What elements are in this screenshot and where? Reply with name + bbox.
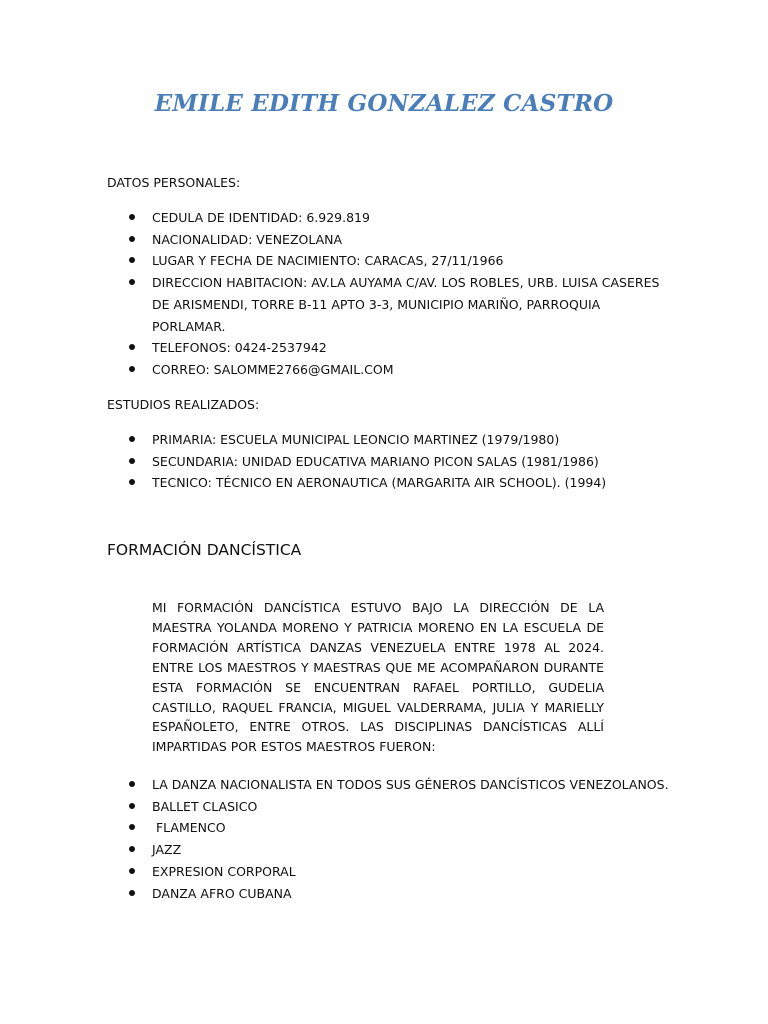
list-item: EXPRESION CORPORAL (107, 861, 707, 883)
bullet-icon (129, 344, 135, 350)
bullet-icon (129, 846, 135, 852)
list-item: LUGAR Y FECHA DE NACIMIENTO: CARACAS, 27/11/1966 (107, 250, 667, 272)
bullet-icon (129, 781, 135, 787)
list-item: JAZZ (107, 839, 707, 861)
list-item: PRIMARIA: ESCUELA MUNICIPAL LEONCIO MARTINEZ (1979/1980) (107, 429, 667, 451)
bullet-icon (129, 279, 135, 285)
list-item: CORREO: SALOMME2766@GMAIL.COM (107, 359, 667, 381)
bullet-icon (129, 458, 135, 464)
list-item: TECNICO: TÉCNICO EN AERONAUTICA (MARGARITA AIR SCHOOL). (1994) (107, 472, 667, 494)
dance-section-heading: FORMACIÓN DANCÍSTICA (107, 541, 302, 559)
document-title: EMILE EDITH GONZALEZ CASTRO (154, 90, 614, 117)
bullet-icon (129, 436, 135, 442)
dance-paragraph: MI FORMACIÓN DANCÍSTICA ESTUVO BAJO LA DIRECCIÓN DE LA MAESTRA YOLANDA MORENO Y PATRICIA MORENO EN LA ESCUELA DE FORMACIÓN ARTÍSTICA DANZAS VENEZUELA ENTRE 1978 AL 2024. ENTRE LOS MAESTROS Y MAESTRAS QUE ME ACOMPAÑARON DURANTE ESTA FORMACIÓN SE ENCUENTRAN RAFAEL PORTILLO, GUDELIA CASTILLO, RAQUEL FRANCIA, MIGUEL VALDERRAMA, JULIA Y MARIELLY ESPAÑOLETO, ENTRE OTROS. LAS DISCIPLINAS DANCÍSTICAS ALLÍ IMPARTIDAS POR ESTOS MAESTROS FUERON: (152, 600, 604, 755)
bullet-icon (129, 803, 135, 809)
bullet-icon (129, 236, 135, 242)
bullet-icon (129, 824, 135, 830)
studies-label: ESTUDIOS REALIZADOS: (107, 397, 260, 412)
bullet-icon (129, 868, 135, 874)
list-item: DANZA AFRO CUBANA (107, 883, 707, 905)
list-item: NACIONALIDAD: VENEZOLANA (107, 229, 667, 251)
list-item: LA DANZA NACIONALISTA EN TODOS SUS GÉNEROS DANCÍSTICOS VENEZOLANOS. (107, 774, 707, 796)
list-item: FLAMENCO (107, 817, 707, 839)
bullet-icon (129, 890, 135, 896)
studies-list (107, 429, 667, 494)
list-item: DIRECCION HABITACION: AV.LA AUYAMA C/AV. LOS ROBLES, URB. LUISA CASERES DE ARISMENDI, TORRE B-11 APTO 3-3, MUNICIPIO MARIÑO, PARROQUIA PORLAMAR. (107, 272, 667, 337)
personal-data-list (107, 207, 667, 381)
list-item: CEDULA DE IDENTIDAD: 6.929.819 (107, 207, 667, 229)
bullet-icon (129, 257, 135, 263)
list-item: BALLET CLASICO (107, 796, 707, 818)
personal-data-label: DATOS PERSONALES: (107, 175, 241, 190)
bullet-icon (129, 214, 135, 220)
list-item: TELEFONOS: 0424-2537942 (107, 337, 667, 359)
bullet-icon (129, 479, 135, 485)
list-item: SECUNDARIA: UNIDAD EDUCATIVA MARIANO PICON SALAS (1981/1986) (107, 451, 667, 473)
bullet-icon (129, 366, 135, 372)
dance-disciplines-list (107, 774, 707, 904)
